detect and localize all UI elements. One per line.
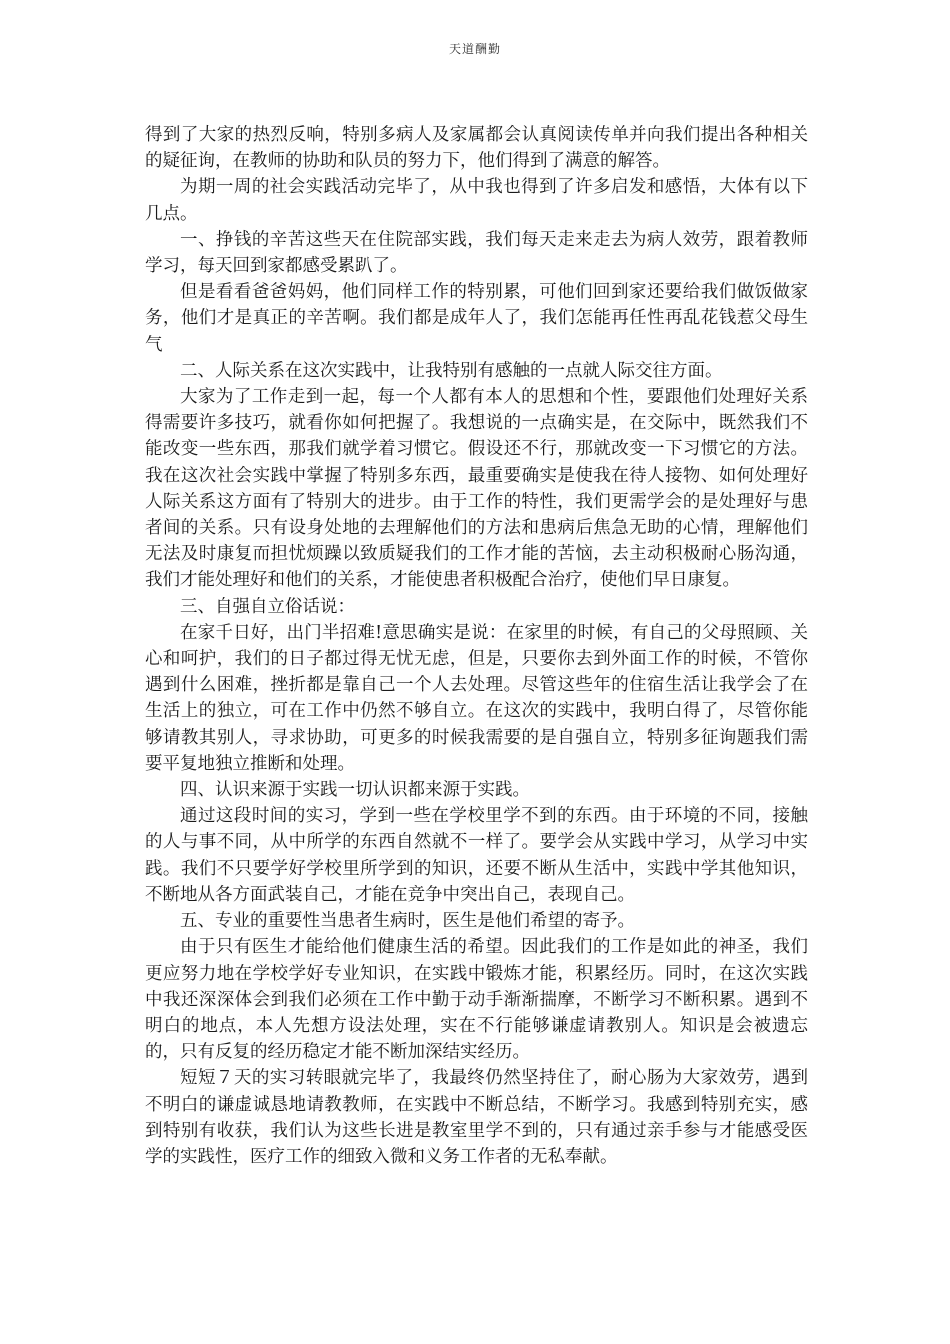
paragraph: 但是看看爸爸妈妈，他们同样工作的特别累，可他们回到家还要给我们做饭做家务，他们才是真正的辛苦啊。我们都是成年人了，我们怎能再任性再乱花钱惹父母生气 xyxy=(145,282,808,355)
page-header: 天道酬勤 xyxy=(448,42,501,56)
paragraph: 短短７天的实习转眼就完毕了，我最终仍然坚持住了，耐心肠为大家效劳，遇到不明白的谦虚诚恳地请教教师，在实践中不断总结，不断学习。我感到特别充实，感到特别有收获，我们认为这些长进是教室里学不到的，只有通过亲手参与才能感受医学的实践性，医疗工作的细致入微和义务工作者的无私奉献。 xyxy=(145,1068,808,1167)
document-body xyxy=(145,122,808,1170)
section-heading-paragraph: 一、挣钱的辛苦这些天在住院部实践，我们每天走来走去为病人效劳，跟着教师学习，每天回到家都感受累趴了。 xyxy=(145,229,808,277)
paragraph: 在家千日好，出门半招难!意思确实是说：在家里的时候，有自己的父母照顾、关心和呵护，我们的日子都过得无忧无虑，但是，只要你去到外面工作的时候，不管你遇到什么困难，挫折都是靠自己一个人去处理。尽管这些年的住宿生活让我学会了在生活上的独立，可在工作中仍然不够自立。在这次的实践中，我明白得了，尽管你能够请教其别人，寻求协助，可更多的时候我需要的是自强自立，特别多征询题我们需要平复地独立推断和处理。 xyxy=(145,622,808,774)
paragraph: 为期一周的社会实践活动完毕了，从中我也得到了许多启发和感悟，大体有以下几点。 xyxy=(145,177,808,224)
section-heading-paragraph: 二、人际关系在这次实践中，让我特别有感触的一点就人际交往方面。 xyxy=(180,360,723,381)
section-heading-paragraph: 三、自强自立俗话说： xyxy=(180,596,355,617)
paragraph: 通过这段时间的实习，学到一些在学校里学不到的东西。由于环境的不同，接触的人与事不同，从中所学的东西自然就不一样了。要学会从实践中学习，从学习中实践。我们不只要学好学校里所学到的知识，还要不断从生活中，实践中学其他知识，不断地从各方面武装自己，才能在竞争中突出自己，表现自己。 xyxy=(145,806,808,905)
paragraph: 大家为了工作走到一起，每一个人都有本人的思想和个性，要跟他们处理好关系得需要许多技巧，就看你如何把握了。我想说的一点确实是，在交际中，既然我们不能改变一些东西，那我们就学着习惯它。假设还不行，那就改变一下习惯它的方法。我在这次社会实践中掌握了特别多东西，最重要确实是使我在待人接物、如何处理好人际关系这方面有了特别大的进步。由于工作的特性，我们更需学会的是处理好与患者间的关系。只有设身处地的去理解他们的方法和患病后焦急无助的心情，理解他们无法及时康复而担忧烦躁以致质疑我们的工作才能的苦恼，去主动积极耐心肠沟通，我们才能处理好和他们的关系，才能使患者积极配合治疗，使他们早日康复。 xyxy=(145,387,808,591)
paragraph: 得到了大家的热烈反响，特别多病人及家属都会认真阅读传单并向我们提出各种相关的疑征询，在教师的协助和队员的努力下，他们得到了满意的解答。 xyxy=(145,125,808,172)
section-heading-paragraph: 五、专业的重要性当患者生病时，医生是他们希望的寄予。 xyxy=(180,911,635,932)
section-heading-paragraph: 四、认识来源于实践一切认识都来源于实践。 xyxy=(180,780,530,801)
paragraph: 由于只有医生才能给他们健康生活的希望。因此我们的工作是如此的神圣，我们更应努力地在学校学好专业知识，在实践中锻炼才能，积累经历。同时，在这次实践中我还深深体会到我们必须在工作中勤于动手渐渐揣摩，不断学习不断积累。遇到不明白的地点，本人先想方设法处理，实在不行能够谦虚请教别人。知识是会被遗忘的，只有反复的经历稳定才能不断加深结实经历。 xyxy=(145,937,808,1063)
